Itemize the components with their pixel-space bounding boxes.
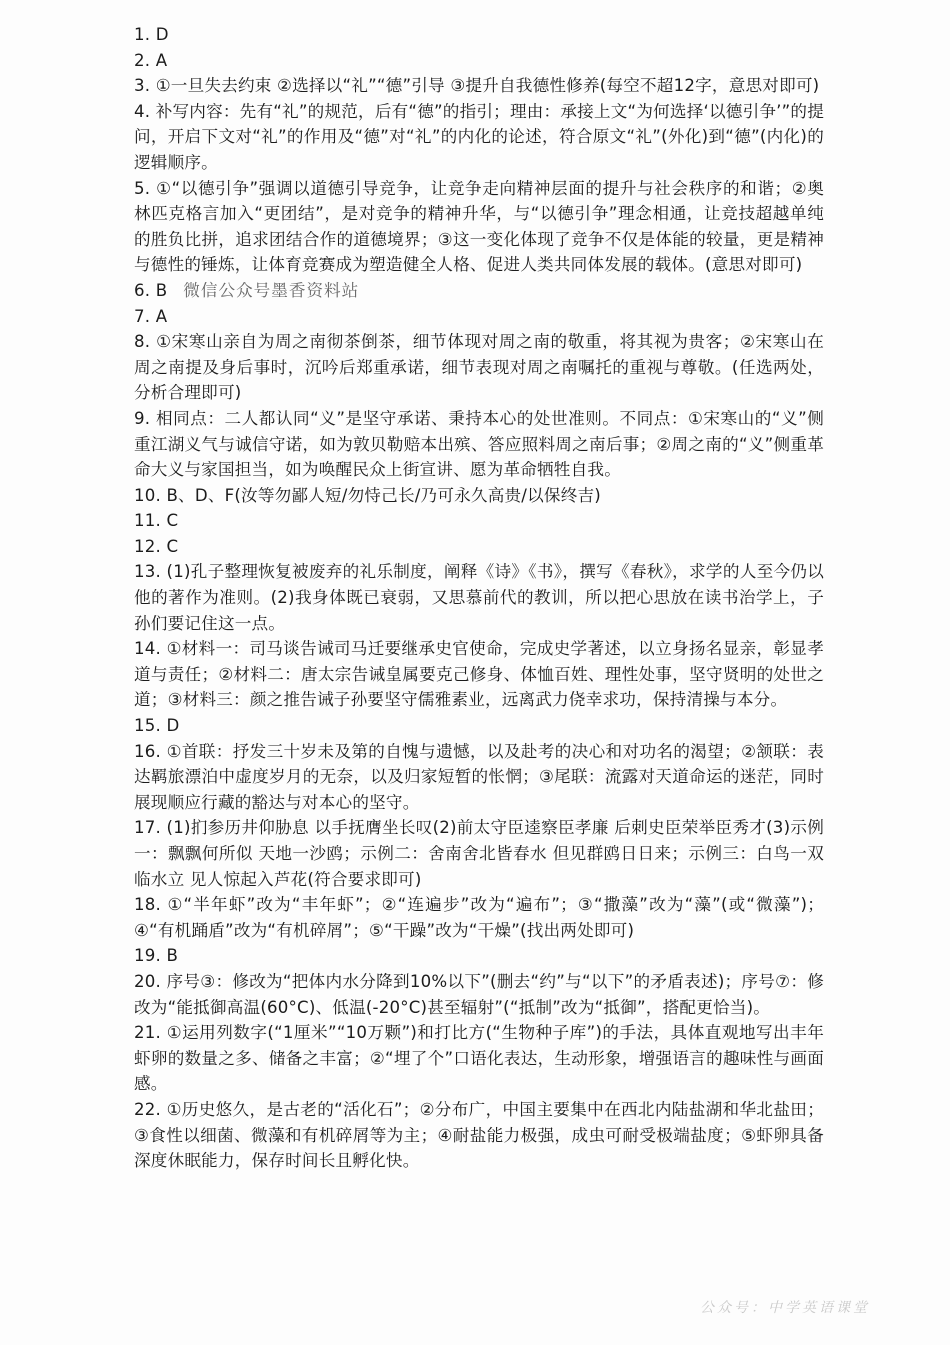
answer-list <box>134 22 824 1174</box>
watermark-text: 公众号：中学英语课堂 <box>700 1300 870 1316</box>
answer-8: 8. ①宋寒山亲自为周之南彻茶倒茶，细节体现对周之南的敬重，将其视为贵客；②宋寒山在周之南提及身后事时，沉吟后郑重承诺，细节表现对周之南嘱托的重视与尊敬。(任选两处，分析合理即可) <box>134 332 824 403</box>
answer-10: 10. B、D、F(汝等勿鄙人短/勿恃己长/乃可永久高贵/以保终吉) <box>134 485 601 505</box>
answer-9: 9. 相同点：二人都认同“义”是坚守承诺、秉持本心的处世准则。不同点：①宋寒山的“义”侧重江湖义气与诚信守诺，如为敦贝勒赔本出殡、答应照料周之南后事；②周之南的“义”侧重革命大义与家国担当，如为唤醒民众上街宣讲、愿为革命牺牲自我。 <box>134 408 824 480</box>
inline-watermark-text: 微信公众号墨香资料站 <box>183 280 360 300</box>
answer-6-text: 6. B <box>134 280 168 300</box>
answer-21: 21. ①运用列数字(“1厘米”“10万颗”)和打比方(“生物种子库”)的手法，具体直观地写出丰年虾卵的数量之多、储备之丰富；②“埋了个”口语化表达，生动形象，增强语言的趣味性与画面感。 <box>134 1023 824 1094</box>
answer-18: 18. ①“半年虾”改为“丰年虾”；②“连遍步”改为“遍布”；③“撒藻”改为“藻”(或“微藻”)；④“有机踊盾”改为“有机碎屑”；⑤“干躁”改为“干燥”(找出两处即可) <box>134 895 824 940</box>
answer-19: 19. B <box>134 946 179 966</box>
answer-11: 11. C <box>134 511 179 531</box>
answer-1: 1. D <box>134 25 169 44</box>
answer-7: 7. A <box>134 306 168 326</box>
answer-22: 22. ①历史悠久，是古老的“活化石”；②分布广，中国主要集中在西北内陆盐湖和华北盐田；③食性以细菌、微藻和有机碎屑等为主；④耐盐能力极强，成虫可耐受极端盐度；⑤虾卵具备深度休眠能力，保存时间长且孵化快。 <box>134 1099 824 1171</box>
answer-2: 2. A <box>134 50 168 70</box>
answer-13: 13. (1)孔子整理恢复被废弃的礼乐制度，阐释《诗》《书》，撰写《春秋》，求学的人至今仍以他的著作为准则。(2)我身体既已衰弱，又思慕前代的教训，所以把心思放在读书治学上，子孙们要记住这一点。 <box>134 562 824 633</box>
answer-4: 4. 补写内容：先有“礼”的规范，后有“德”的指引；理由：承接上文“为何选择‘以德引争’”的提问，开启下文对“礼”的作用及“德”对“礼”的内化的论述，符合原文“礼”(外化)到“德”(内化)的逻辑顺序。 <box>134 101 825 172</box>
answer-5: 5. ①“以德引争”强调以道德引导竞争，让竞争走向精神层面的提升与社会秩序的和谐；②奥林匹克格言加入“更团结”，是对竞争的精神升华，与“以德引争”理念相通，让竞技超越单纯的胜负比拼，追求团结合作的道德境界；③这一变化体现了竞争不仅是体能的较量，更是精神与德性的锤炼，让体育竞赛成为塑造健全人格、促进人类共同体发展的载体。(意思对即可) <box>134 178 824 275</box>
answer-17: 17. (1)扪参历井仰胁息 以手抚膺坐长叹(2)前太守臣逵察臣孝廉 后刺史臣荣举臣秀才(3)示例一：飘飘何所似 天地一沙鸥；示例二：舍南舍北皆春水 但见群鸥日日来；示例三：白鸟一双临水立 见人惊起入芦花(符合要求即可) <box>134 818 824 889</box>
answer-20: 20. 序号③：修改为“把体内水分降到10%以下”(删去“约”与“以下”的矛盾表述)；序号⑦：修改为“能抵御高温(60°C)、低温(-20°C)甚至辐射”(“抵制”改为“抵御”，搭配更恰当)。 <box>134 971 824 1017</box>
answer-14: 14. ①材料一：司马谈告诫司马迁要继承史官使命，完成史学著述，以立身扬名显亲，彰显孝道与责任；②材料二：唐太宗告诫皇属要克己修身、体恤百姓、理性处事，坚守贤明的处世之道；③材料三：颜之推告诫子孙要坚守儒雅素业，远离武力侥幸求功，保持清操与本分。 <box>134 639 824 710</box>
answer-15: 15. D <box>134 716 180 736</box>
answer-12: 12. C <box>134 536 179 556</box>
answer-3: 3. ①一旦失去约束 ②选择以“礼”“德”引导 ③提升自我德性修养(每空不超12字，意思对即可) <box>134 76 820 96</box>
answer-6 <box>134 278 824 304</box>
answer-16: 16. ①首联：抒发三十岁未及第的自愧与遗憾，以及赴考的决心和对功名的渴望；②颔联：表达羁旅漂泊中虚度岁月的无奈，以及归家短暂的怅惘；③尾联：流露对天道命运的迷茫，同时展现顺应行藏的豁达与对本心的坚守。 <box>134 741 824 812</box>
